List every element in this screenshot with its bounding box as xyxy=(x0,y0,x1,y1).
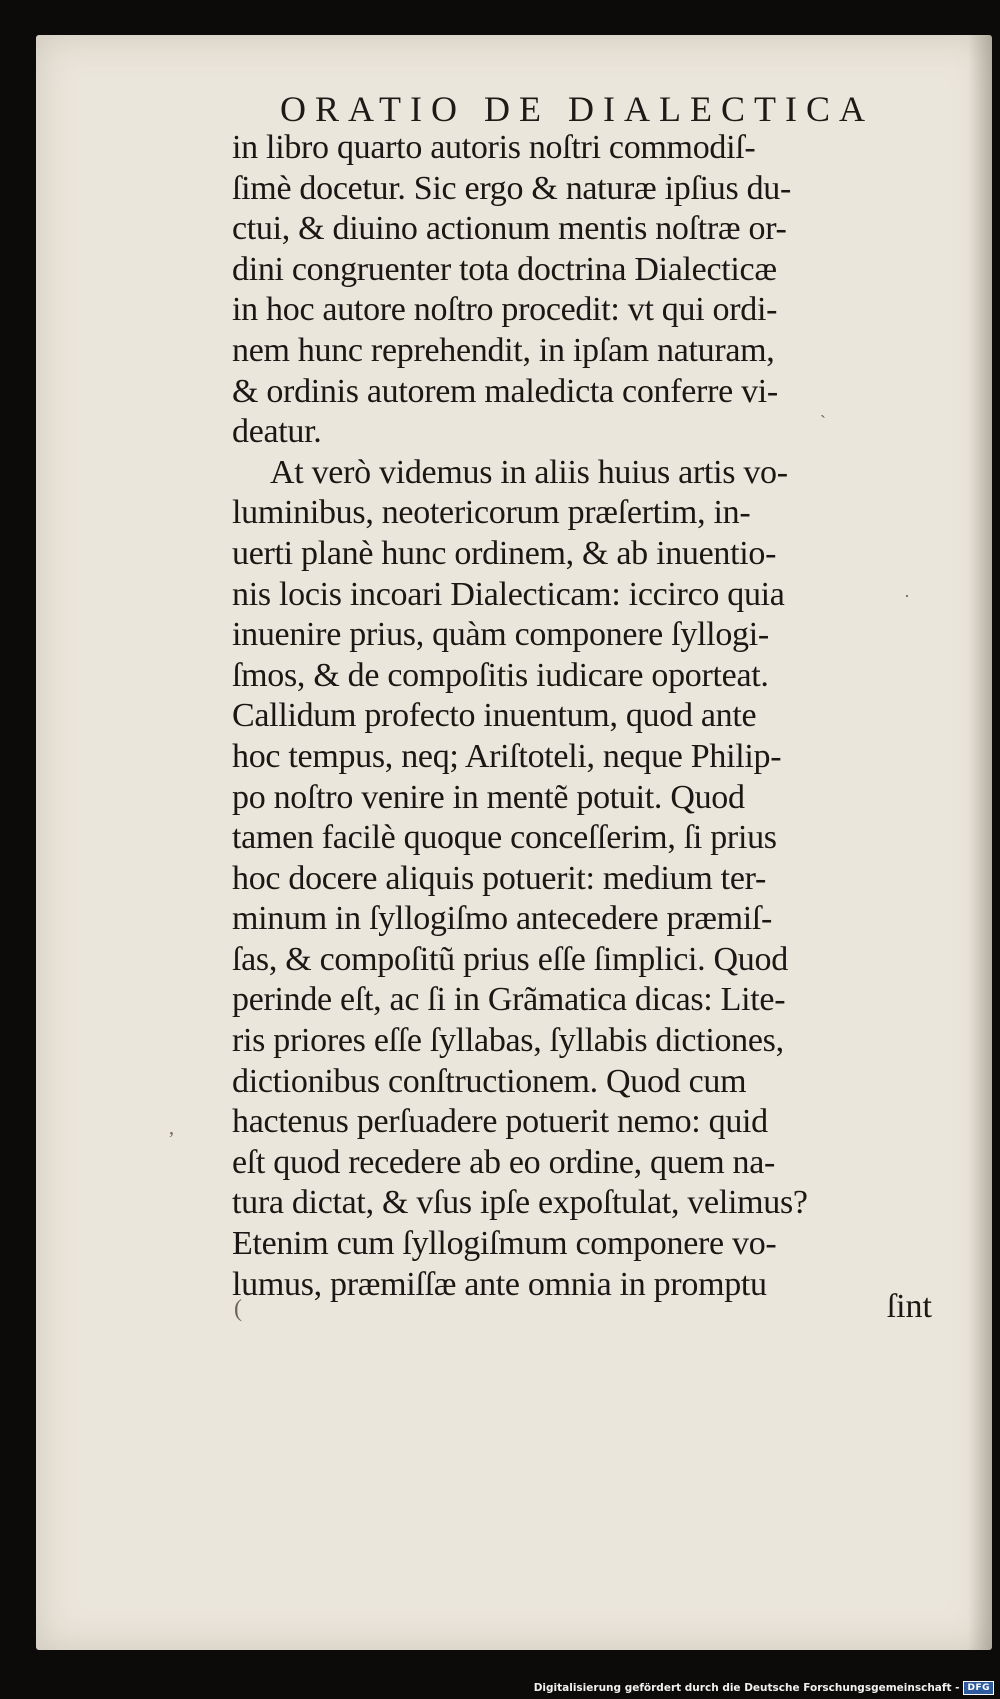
text-line: luminibus, neotericorum præſertim, in- xyxy=(232,494,751,532)
ink-speck: · xyxy=(904,586,910,606)
text-line: hoc tempus, neq; Ariſtoteli, neque Philip- xyxy=(232,737,782,775)
catchword: ſint xyxy=(886,1288,932,1325)
text-line: in hoc autore noſtro procedit: vt qui ordi- xyxy=(232,291,778,329)
text-line: lumus, præmiſſæ ante omnia in promptu xyxy=(232,1265,767,1303)
text-line: in libro quarto autoris noſtri commodiſ- xyxy=(232,129,756,166)
text-line: & ordinis autorem maledicta conferre vi- xyxy=(232,372,778,410)
text-line: dictionibus conſtructionem. Quod cum xyxy=(232,1062,747,1100)
digitization-footer xyxy=(534,1680,994,1696)
text-line: dini congruenter tota doctrina Dialecticæ xyxy=(232,250,777,288)
text-line: Etenim cum ſyllogiſmum componere vo- xyxy=(232,1225,777,1263)
text-line: deatur. xyxy=(232,413,322,451)
text-line: uerti planè hunc ordinem, & ab inuentio- xyxy=(232,534,777,572)
text-line: ſmos, & de compoſitis iudicare oporteat. xyxy=(232,656,769,694)
ink-speck: ( xyxy=(234,1296,242,1322)
ink-speck: ’ xyxy=(168,1128,175,1150)
text-line: perinde eſt, ac ſi in Grãmatica dicas: Lite- xyxy=(232,981,786,1019)
dfg-logo-icon: DFG xyxy=(963,1681,994,1695)
text-line: tura dictat, & vſus ipſe expoſtulat, velimus? xyxy=(232,1184,808,1222)
text-line: ſimè docetur. Sic ergo & naturæ ipſius du- xyxy=(232,169,792,207)
text-line: nis locis incoari Dialecticam: iccirco quia xyxy=(232,575,785,613)
text-line: Callidum profecto inuentum, quod ante xyxy=(232,697,757,735)
text-line: ctui, & diuino actionum mentis noſtræ or- xyxy=(232,210,787,248)
text-line: hoc docere aliquis potuerit: medium ter- xyxy=(232,859,766,897)
text-line: hactenus perſuadere potuerit nemo: quid xyxy=(232,1103,768,1141)
paragraph-start-line: At verò videmus in aliis huius artis vo- xyxy=(270,453,788,491)
text-line: ris priores eſſe ſyllabas, ſyllabis dictiones, xyxy=(232,1022,784,1060)
text-line: po noſtro venire in mentẽ potuit. Quod xyxy=(232,778,745,816)
text-block xyxy=(232,128,932,1305)
ink-speck: ˎ xyxy=(820,398,826,418)
text-line: nem hunc reprehendit, in ipſam naturam, xyxy=(232,331,775,369)
running-head: ORATIO DE DIALECTICA xyxy=(280,89,874,129)
text-line: eſt quod recedere ab eo ordine, quem na- xyxy=(232,1143,776,1181)
text-line: ſas, & compoſitũ prius eſſe ſimplici. Quod xyxy=(232,940,788,978)
text-line: tamen facilè quoque conceſſerim, ſi prius xyxy=(232,819,777,857)
text-line: inuenire prius, quàm componere ſyllogi- xyxy=(232,616,769,654)
funding-credit: Digitalisierung gefördert durch die Deutsche Forschungsgemeinschaft - xyxy=(533,1682,960,1694)
text-line: minum in ſyllogiſmo antecedere præmiſ- xyxy=(232,900,773,938)
